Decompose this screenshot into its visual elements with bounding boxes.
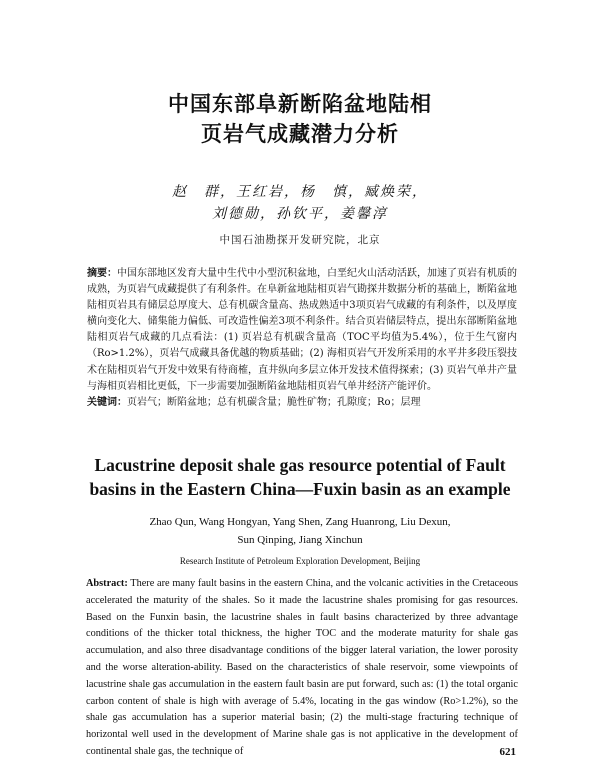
english-abstract-label: Abstract: [86,578,128,589]
chinese-abstract [87,266,517,411]
chinese-title-line-1: 中国东部阜新断陷盆地陆相 [168,92,432,116]
chinese-abstract-label: 摘要： [87,268,117,279]
english-authors-line-1: Zhao Qun, Wang Hongyan, Yang Shen, Zang Huanrong, Liu Dexun, [149,516,451,528]
english-title-line-2: basins in the Eastern China—Fuxin basin as an example [89,479,511,499]
chinese-keywords [87,395,517,411]
english-abstract-text: There are many fault basins in the eastern China, and the volcanic activities in the Cretaceous accelerated the maturity of the shales. So it made the lacustrine shales promising for gas resources. Based on the Funxin basin, the lacustrine shales in fault basins characterized by three advantage conditions of the thicker total thickness, the higher TOC and the moderate maturity for shale gas accumulation, and also three disadvantage conditions of the bigger lateral variation, the lower porosity and the worse alteration-ability. Based on the characteristics of shale reservoir, some viewpoints of lacustrine shale gas accumulation in the eastern fault basin are put forward, such as: (1) the total organic carbon content of shale is high with average of 5.4%, locating in the gas window (Ro>1.2%), so the shale gas accumulation has a superior material basin; (2) the multi-stage fracturing technique of horizontal well used in the development of Marine shale gas is not applicative in the development of continental shale gas, the technique of [86,578,518,757]
english-authors-line-2: Sun Qinping, Jiang Xinchun [237,534,363,546]
chinese-authors-line-1: 赵 群，王红岩，杨 慎，臧焕荣， [172,184,428,200]
page-number: 621 [499,746,516,758]
english-title-line-1: Lacustrine deposit shale gas resource potential of Fault [94,455,506,475]
english-abstract [86,576,518,761]
chinese-keywords-label: 关键词： [87,396,127,408]
chinese-abstract-text: 中国东部地区发育大量中生代中小型沉积盆地，白垩纪火山活动活跃，加速了页岩有机质的成熟，为页岩气成藏提供了有利条件。在阜新盆地陆相页岩气勘探井数据分析的基础上，断陷盆地陆相页岩具有储层总厚度大、总有机碳含量高、热成熟适中3项页岩气成藏的有利条件，以及厚度横向变化大、储集能力偏低、可改造性偏差3项不利条件。结合页岩储层特点，提出东部断陷盆地陆相页岩气成藏的几点看法：(1) 页岩总有机碳含量高（TOC平均值为5.4%），位于生气窗内（Ro>1.2%），页岩气成藏具备优越的物质基础；(2) 海相页岩气开发所采用的水平井多段压裂技术在陆相页岩气开发中效果有待商榷，直井纵向多层立体开发技术值得探索；(3) 页岩气单井产量与海相页岩相比更低，下一步需要加强断陷盆地陆相页岩气单井经济产能评价。 [87,268,517,392]
english-affiliation: Research Institute of Petroleum Exploration Development, Beijing [179,556,421,566]
chinese-keywords-text: 页岩气；断陷盆地；总有机碳含量；脆性矿物；孔隙度；Ro；层理 [127,396,421,408]
chinese-authors-line-2: 刘德勋，孙钦平，姜馨淳 [212,206,388,222]
chinese-title-line-2: 页岩气成藏潜力分析 [201,122,399,146]
chinese-affiliation: 中国石油勘探开发研究院，北京 [219,234,381,246]
